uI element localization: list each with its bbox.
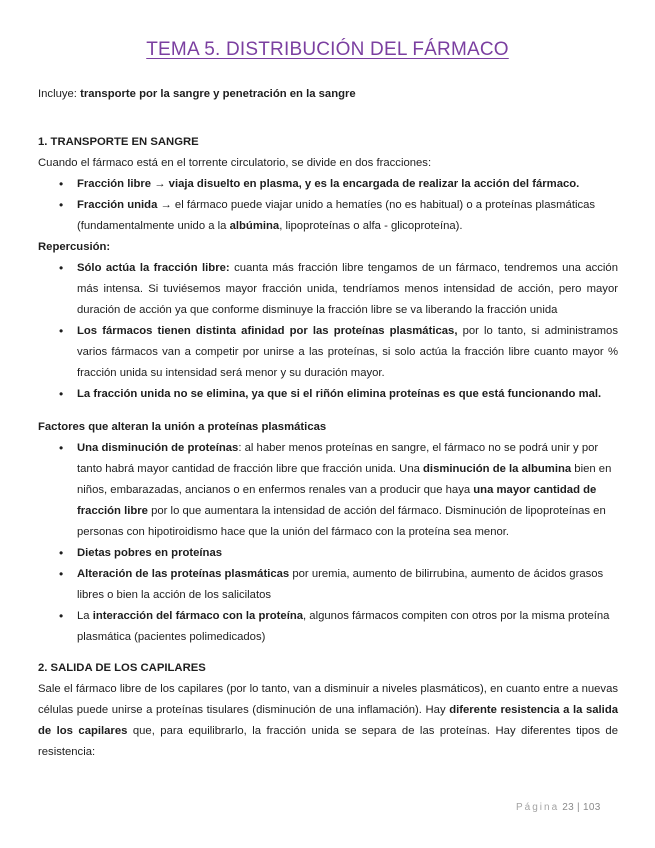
intro-bold: transporte por la sangre y penetración en la sangre: [80, 88, 356, 100]
factores-label: Factores que alteran la unión a proteínas plasmáticas: [38, 421, 327, 433]
intro-paragraph: [38, 84, 618, 105]
list-item: • Fracción unida → el fármaco puede viajar unido a hematíes (no es habitual) o a proteínas plasmáticas (fundamentalmente unido a la albúmina, lipoproteínas o alfa - glicoproteína).: [38, 195, 618, 237]
page-title: TEMA 5. DISTRIBUCIÓN DEL FÁRMACO: [146, 39, 509, 60]
page-label: Página: [516, 802, 560, 813]
list-item: • Los fármacos tienen distinta afinidad por las proteínas plasmáticas, por lo tanto, si administramos varios fármacos van a competir por unirse a las proteínas, si solo actúa la fracción libre cuanto mayor % fracción unida su intensidad será menor y su duración mayor.: [38, 321, 618, 384]
section2-text: Sale el fármaco libre de los capilares (por lo tanto, van a disminuir a niveles plasmáticos), en cuanto entre a nuevas células puede unirse a proteínas tisulares (disminución de una inflamación). Hay diferente resistencia a la salida de los capilares que, para equilibrarlo, la fracción unida se separa de las proteínas. Hay diferentes tipos de resistencia:: [38, 683, 618, 758]
repercusion-label: Repercusión:: [38, 241, 111, 253]
list-item: • La interacción del fármaco con la proteína, algunos fármacos compiten con otros por la misma proteína plasmática (pacientes polimedicados): [38, 606, 618, 648]
spacer: [38, 105, 618, 126]
list-item: • Sólo actúa la fracción libre: cuanta más fracción libre tengamos de un fármaco, tendremos una acción más intensa. Si tuviésemos mayor fracción unida, tendríamos menos intensidad de acción, pero mayor duración de acción ya que conforme disminuye la fracción libre se va liberando la fracción unida: [38, 258, 618, 321]
list-item: • Alteración de las proteínas plasmáticas por uremia, aumento de bilirrubina, aumento de ácidos grasos libres o bien la acción de los salicilatos: [38, 564, 618, 606]
repercusion-list: [38, 258, 618, 405]
factores-list: [38, 438, 618, 648]
intro-prefix: Incluye:: [38, 88, 81, 100]
list-item: • Una disminución de proteínas: al haber menos proteínas en sangre, el fármaco no se podrá unir y por tanto habrá mayor cantidad de fracción libre que fracción unida. Una disminución de la albumina bien en niños, embarazadas, ancianos o en enfermos renales van a producir que haya una mayor cantidad de fracción libre por lo que aumentara la intensidad de acción del fármaco. Disminución de lipoproteínas en personas con hipotiroidismo hace que la unión del fármaco con la proteína sea menor.: [38, 438, 618, 543]
page-number: 23 | 103: [562, 802, 601, 813]
list-item: • Dietas pobres en proteínas: [38, 543, 618, 564]
list-item: • Fracción libre → viaja disuelto en plasma, y es la encargada de realizar la acción del fármaco.: [38, 174, 618, 195]
section2-heading: 2. SALIDA DE LOS CAPILARES: [38, 662, 206, 674]
fractions-list: [38, 174, 618, 237]
section1-text: Cuando el fármaco está en el torrente circulatorio, se divide en dos fracciones:: [38, 157, 432, 169]
list-item: • La fracción unida no se elimina, ya que si el riñón elimina proteínas es que está funcionando mal.: [38, 384, 618, 405]
page-footer: [516, 797, 601, 818]
section1-heading: 1. TRANSPORTE EN SANGRE: [38, 136, 199, 148]
document-body: [38, 84, 618, 763]
